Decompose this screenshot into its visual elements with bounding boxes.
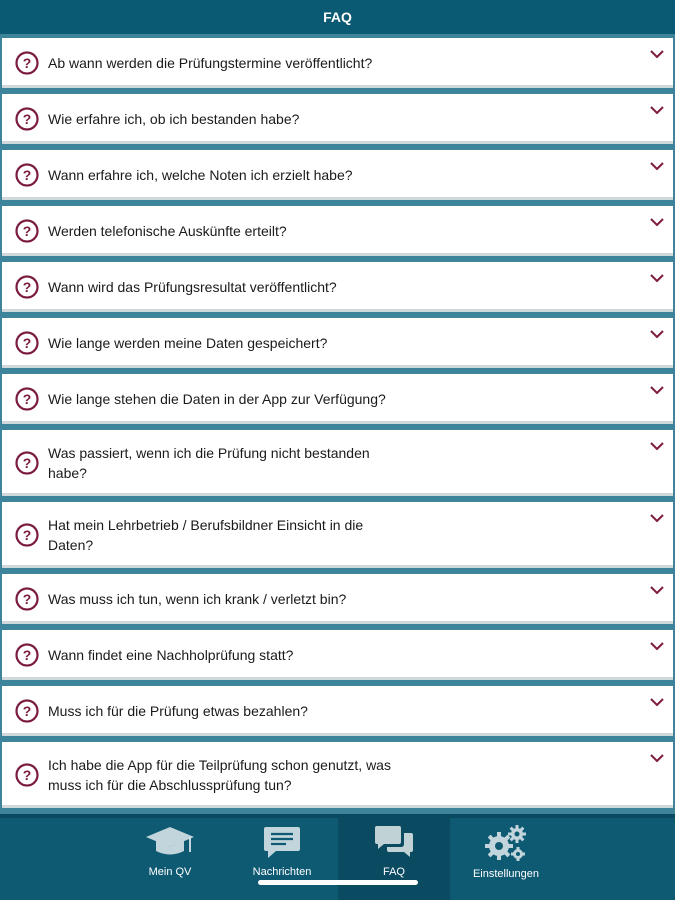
chevron-down-icon[interactable]: [649, 696, 665, 708]
home-indicator[interactable]: [258, 880, 418, 885]
faq-question: Muss ich für die Prüfung etwas bezahlen?: [48, 703, 308, 719]
svg-text:?: ?: [22, 591, 32, 607]
faq-item[interactable]: [2, 742, 673, 808]
svg-text:?: ?: [22, 223, 32, 239]
chevron-down-icon[interactable]: [649, 160, 665, 172]
question-circle-icon: [15, 219, 39, 243]
chevron-down-icon[interactable]: [649, 384, 665, 396]
question-circle-icon: [15, 275, 39, 299]
faq-question: Was muss ich tun, wenn ich krank / verletzt bin?: [48, 591, 347, 607]
faq-question: Was passiert, wenn ich die Prüfung nicht bestanden habe?: [48, 445, 370, 481]
question-circle-icon: [15, 763, 39, 787]
svg-text:?: ?: [22, 335, 32, 351]
message-icon: [262, 824, 302, 860]
faq-question: Ab wann werden die Prüfungstermine veröffentlicht?: [48, 55, 373, 71]
tab-label: FAQ: [382, 866, 405, 878]
faq-item[interactable]: [2, 502, 673, 568]
faq-question: Werden telefonische Auskünfte erteilt?: [48, 223, 287, 239]
faq-list[interactable]: [0, 34, 675, 814]
bottom-tab-bar: [0, 814, 675, 900]
faq-question: Hat mein Lehrbetrieb / Berufsbildner Einsicht in die Daten?: [48, 517, 364, 553]
tab-label: Nachrichten: [252, 866, 312, 878]
faq-item[interactable]: [2, 430, 673, 496]
faq-question: Wann findet eine Nachholprüfung statt?: [48, 647, 294, 663]
chevron-down-icon[interactable]: [649, 640, 665, 652]
faq-item[interactable]: [2, 150, 673, 200]
svg-text:?: ?: [22, 455, 32, 471]
question-circle-icon: [15, 643, 39, 667]
gears-icon: [483, 824, 529, 862]
tab-einstellungen[interactable]: [450, 818, 562, 900]
chevron-down-icon[interactable]: [649, 216, 665, 228]
faq-item[interactable]: [2, 686, 673, 736]
faq-question: Ich habe die App für die Teilprüfung schon genutzt, was muss ich für die Abschlussprüfung tun?: [48, 757, 391, 793]
svg-text:?: ?: [22, 703, 32, 719]
chevron-down-icon[interactable]: [649, 512, 665, 524]
tab-mein-qv[interactable]: [114, 818, 226, 900]
faq-question: Wie lange werden meine Daten gespeichert?: [48, 335, 328, 351]
chevron-down-icon[interactable]: [649, 440, 665, 452]
faq-item[interactable]: [2, 574, 673, 624]
question-circle-icon: [15, 331, 39, 355]
question-circle-icon: [15, 699, 39, 723]
graduation-cap-icon: [144, 824, 196, 860]
question-circle-icon: [15, 51, 39, 75]
app-header: [0, 0, 675, 34]
faq-question: Wie erfahre ich, ob ich bestanden habe?: [48, 111, 300, 127]
tab-label: Mein QV: [148, 866, 192, 878]
faq-item[interactable]: [2, 206, 673, 256]
question-circle-icon: [15, 587, 39, 611]
faq-question: Wann erfahre ich, welche Noten ich erzielt habe?: [48, 167, 353, 183]
svg-text:?: ?: [22, 55, 32, 71]
tab-faq[interactable]: [338, 818, 450, 900]
chevron-down-icon[interactable]: [649, 752, 665, 764]
chevron-down-icon[interactable]: [649, 328, 665, 340]
svg-text:?: ?: [22, 647, 32, 663]
chevron-down-icon[interactable]: [649, 584, 665, 596]
svg-text:?: ?: [22, 167, 32, 183]
faq-item[interactable]: [2, 374, 673, 424]
page-title: FAQ: [323, 9, 352, 25]
question-circle-icon: [15, 523, 39, 547]
chevron-down-icon[interactable]: [649, 272, 665, 284]
question-circle-icon: [15, 163, 39, 187]
question-circle-icon: [15, 451, 39, 475]
chevron-down-icon[interactable]: [649, 48, 665, 60]
faq-item[interactable]: [2, 318, 673, 368]
chat-bubbles-icon: [374, 824, 414, 860]
question-circle-icon: [15, 107, 39, 131]
tab-nachrichten[interactable]: [226, 818, 338, 900]
svg-text:?: ?: [22, 527, 32, 543]
svg-text:?: ?: [22, 767, 32, 783]
chevron-down-icon[interactable]: [649, 104, 665, 116]
faq-item[interactable]: [2, 262, 673, 312]
svg-text:?: ?: [22, 391, 32, 407]
question-circle-icon: [15, 387, 39, 411]
faq-question: Wie lange stehen die Daten in der App zur Verfügung?: [48, 391, 386, 407]
faq-item[interactable]: [2, 38, 673, 88]
faq-item[interactable]: [2, 630, 673, 680]
faq-question: Wann wird das Prüfungsresultat veröffentlicht?: [48, 279, 337, 295]
svg-text:?: ?: [22, 111, 32, 127]
tab-label: Einstellungen: [472, 868, 540, 880]
faq-item[interactable]: [2, 94, 673, 144]
svg-text:?: ?: [22, 279, 32, 295]
